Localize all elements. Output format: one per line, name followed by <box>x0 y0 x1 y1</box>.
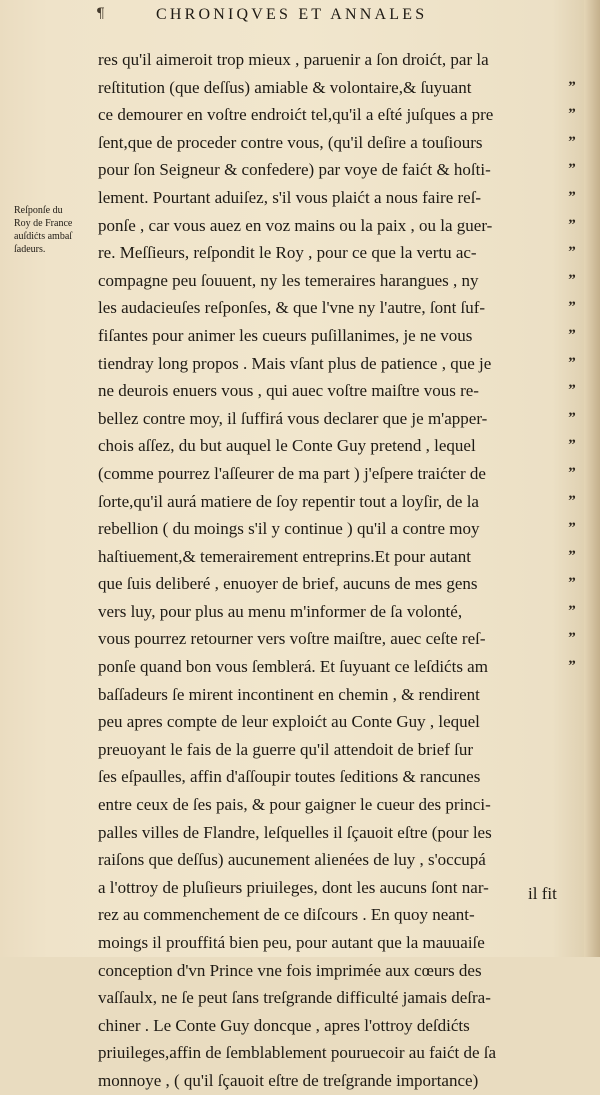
quotation-mark <box>562 681 582 709</box>
quotation-mark: ” <box>568 106 576 123</box>
text-line: palles villes de Flandre, leſquelles il ſçauoit eſtre (pour les <box>98 822 492 842</box>
text-line: ponſe , car vous auez en voz mains ou la paix , ou la guer- <box>98 215 493 235</box>
quotation-mark <box>562 46 582 74</box>
quotation-mark <box>562 984 582 1012</box>
quotation-mark: ” <box>568 133 576 150</box>
text-line: lement. Pourtant aduiſez, s'il vous plaićt a nous faire reſ- <box>98 187 482 207</box>
text-line: re. Meſſieurs, reſpondit le Roy , pour ce que la vertu ac- <box>98 243 477 263</box>
text-line: vaſſaulx, ne ſe peut ſans treſgrande difficulté jamais deſra- <box>98 988 491 1008</box>
quotation-mark: ” <box>568 326 576 343</box>
quotation-mark: ” <box>568 630 576 647</box>
text-line: peu apres compte de leur exploićt au Conte Guy , lequel <box>98 712 480 732</box>
text-line: rebellion ( du moings s'il y continue ) qu'il a contre moy <box>98 519 480 539</box>
quotation-mark: ” <box>568 492 576 509</box>
text-line: moings il prouffitá bien peu, pour autant que la mauuaiſe <box>98 933 485 952</box>
quotation-mark <box>562 846 582 874</box>
text-line: raiſons que deſſus) aucunement alienées de luy , s'occupá <box>98 850 486 870</box>
text-line: res qu'il aimeroit trop mieux , paruenir a ſon droićt, par la <box>98 50 489 69</box>
quotation-mark: ” <box>568 575 576 592</box>
text-line: compagne peu ſouuent, ny les temeraires harangues , ny <box>98 270 479 290</box>
quotation-mark: ” <box>568 244 576 261</box>
quotation-mark <box>562 708 582 736</box>
quotation-mark: ” <box>568 271 576 288</box>
text-line: vers luy, pour plus au menu m'informer de ſa volonté, <box>98 601 463 621</box>
text-line: les audacieuſes reſponſes, & que l'vne ny l'autre, ſont ſuf- <box>98 298 486 318</box>
text-line: ſorte,qu'il aurá matiere de ſoy repentir tout a loyſir, de la <box>98 491 479 511</box>
quotation-mark: ” <box>568 437 576 454</box>
quotation-mark: ” <box>568 547 576 564</box>
page-header <box>96 2 546 30</box>
text-line: pour ſon Seigneur & confedere) par voye de faićt & hoſti- <box>98 160 491 180</box>
text-line: chois aſſez, du but auquel le Conte Guy pretend , lequel <box>98 436 476 456</box>
text-line: (comme pourrez l'aſſeurer de ma part ) j'eſpere traićter de <box>98 463 486 483</box>
text-line: ce demourer en voſtre endroićt tel,qu'il a eſté juſques a pre <box>98 105 494 125</box>
text-line: conception d'vn Prince vne fois imprimée aux cœurs des <box>98 960 482 980</box>
quotation-mark: ” <box>568 188 576 205</box>
margin-note-line: ſadeurs. <box>14 244 46 255</box>
text-line: ſent,que de proceder contre vous, (qu'il deſire a touſiours <box>98 132 483 152</box>
running-head: CHRONIQVES ET ANNALES <box>156 6 428 23</box>
quotation-mark <box>562 736 582 764</box>
margin-note <box>14 204 94 256</box>
quotation-mark: ” <box>568 520 576 537</box>
text-line: monnoye , ( qu'il ſçauoit eſtre de treſgrande importance) <box>98 1070 479 1090</box>
quotation-mark: ” <box>568 409 576 426</box>
text-line: que ſuis deliberé , enuoyer de brief, aucuns de mes gens <box>98 574 478 594</box>
text-line: chiner . Le Conte Guy doncque , apres l'ottroy deſdićts <box>98 1015 470 1035</box>
quotation-mark <box>562 763 582 791</box>
quotation-marks-column <box>562 46 582 1095</box>
text-line: ſes eſpaulles, affin d'aſſoupir toutes ſeditions & rancunes <box>98 767 481 787</box>
quotation-mark <box>562 957 582 985</box>
text-line: bellez contre moy, il ſuffirá vous declarer que je m'apper- <box>98 408 488 428</box>
quotation-mark: ” <box>568 216 576 233</box>
page-gutter <box>584 0 600 957</box>
text-line: entre ceux de ſes pais, & pour gaigner le cueur des princi- <box>98 795 491 815</box>
quotation-mark <box>562 929 582 957</box>
quotation-mark: ” <box>568 354 576 371</box>
quotation-mark: ” <box>568 161 576 178</box>
page-mark: ¶ <box>96 6 105 22</box>
quotation-mark: ” <box>568 658 576 675</box>
text-line: baſſadeurs ſe mirent incontinent en chemin , & rendirent <box>98 684 480 704</box>
margin-note-line: Reſponſe du <box>14 205 63 216</box>
margin-note-line: Roy de France <box>14 218 73 229</box>
text-line: fiſantes pour animer les cueurs puſillanimes, je ne vous <box>98 325 473 345</box>
body-text <box>98 46 568 1095</box>
quotation-mark <box>562 791 582 819</box>
quotation-mark: ” <box>568 382 576 399</box>
quotation-mark <box>562 819 582 847</box>
text-line: preuoyant le fais de la guerre qu'il attendoit de brief ſur <box>98 739 474 759</box>
text-line: rez au commenchement de ce diſcours . En quoy neant- <box>98 905 475 925</box>
quotation-mark: ” <box>568 464 576 481</box>
quotation-mark: ” <box>568 602 576 619</box>
quotation-mark <box>562 901 582 929</box>
margin-note-line: auſdićts ambaſ <box>14 231 73 242</box>
quotation-mark <box>562 1012 582 1040</box>
quotation-mark <box>562 874 582 902</box>
text-line: tiendray long propos . Mais vſant plus de patience , que je <box>98 353 492 373</box>
text-line: ne deurois enuers vous , qui auec voſtre maiſtre vous re- <box>98 381 479 401</box>
text-line: haſtiuement,& temerairement entreprins.Et pour autant <box>98 546 471 566</box>
quotation-mark <box>562 1067 582 1095</box>
quotation-mark <box>562 1039 582 1067</box>
catchword: il fit <box>528 884 557 903</box>
text-line: priuileges,affin de ſemblablement pouruecoir au faićt de ſa <box>98 1043 497 1063</box>
text-line: reſtitution (que deſſus) amiable & volontaire,& ſuyuant <box>98 77 472 97</box>
text-line: ponſe quand bon vous ſemblerá. Et ſuyuant ce leſdićts am <box>98 657 488 677</box>
quotation-mark: ” <box>568 299 576 316</box>
text-line: vous pourrez retourner vers voſtre maiſtre, auec ceſte reſ- <box>98 629 486 649</box>
text-line: a l'ottroy de pluſieurs priuileges, dont les aucuns ſont nar- <box>98 877 489 897</box>
quotation-mark: ” <box>568 78 576 95</box>
